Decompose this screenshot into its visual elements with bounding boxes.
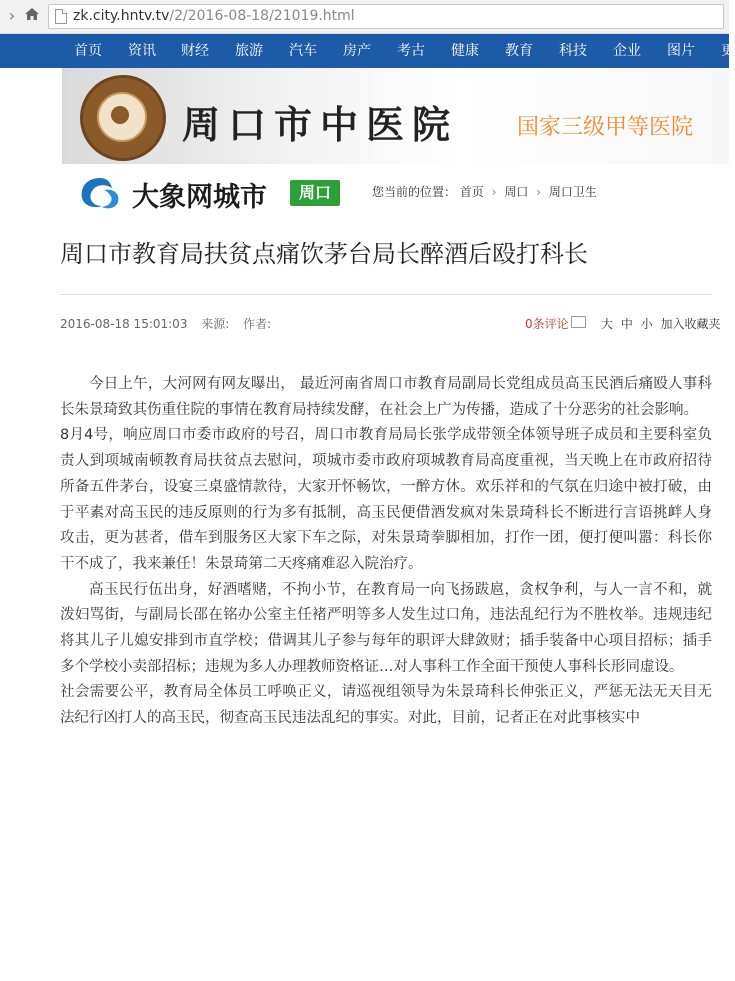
nav-item-archaeology[interactable]: 考古 <box>397 43 425 59</box>
article-title: 周口市教育局扶贫点痛饮茅台局长醉酒后殴打科长 <box>60 240 588 268</box>
breadcrumb-item-home[interactable]: 首页 <box>459 185 484 199</box>
breadcrumb <box>372 183 597 200</box>
hospital-logo-icon <box>80 75 166 161</box>
home-icon[interactable] <box>22 6 42 26</box>
font-large-button[interactable]: 大 <box>601 317 614 331</box>
nav-item-property[interactable]: 房产 <box>343 43 371 59</box>
nav-item-photos[interactable]: 图片 <box>667 43 695 59</box>
breadcrumb-item-zhoukou[interactable]: 周口 <box>504 185 529 199</box>
font-medium-button[interactable]: 中 <box>620 317 633 331</box>
hospital-slogan: 国家三级甲等医院 <box>517 115 694 140</box>
bookmark-button[interactable]: 加入收藏夹 <box>660 317 721 331</box>
url-host: zk.city.hntv.tv <box>73 8 170 24</box>
nav-item-tech[interactable]: 科技 <box>559 43 587 59</box>
nav-item-home[interactable]: 首页 <box>74 43 102 59</box>
article-meta <box>60 315 281 332</box>
title-divider <box>60 294 712 295</box>
article-date: 2016-08-18 15:01:03 <box>60 317 188 331</box>
site-name[interactable]: 大象网城市 <box>132 182 267 213</box>
source-label: 来源: <box>201 317 230 331</box>
article-paragraph: 社会需要公平，教育局全体员工呼唤正义，请巡视组领导为朱景琦科长伸张正义，严惩无法无天目无法纪行凶打人的高玉民，彻查高玉民违法乱纪的事实。对此，目前，记者正在对此事核实中 <box>60 684 712 727</box>
page-icon <box>55 9 67 24</box>
nav-item-auto[interactable]: 汽车 <box>289 43 317 59</box>
font-size-controls <box>601 315 725 332</box>
hospital-name: 周口市中医院 <box>182 102 459 147</box>
nav-item-enterprise[interactable]: 企业 <box>613 43 641 59</box>
nav-item-finance[interactable]: 财经 <box>181 43 209 59</box>
chevron-right-icon: › <box>536 185 541 199</box>
article-paragraph: 高玉民行伍出身，好酒嗜赌，不拘小节，在教育局一向飞扬跋扈，贪权争利，与人一言不和，就泼妇骂街，与副局长邵在铭办公室主任褚严明等多人发生过口角，违法乱纪行为不胜枚举。违规违纪将其儿子儿媳安排到市直学校；借调其儿子参与每年的职评大肆敛财；插手装备中心项目招标；插手多个学校小卖部招标；违规为多人办理教师资格证…对人事科工作全面干预使人事科长形同虚设。 <box>60 581 712 675</box>
city-badge[interactable]: 周口 <box>290 180 340 206</box>
nav-item-health[interactable]: 健康 <box>451 43 479 59</box>
author-label: 作者: <box>243 317 272 331</box>
hospital-banner-ad[interactable] <box>62 68 729 164</box>
comments-link[interactable] <box>525 315 569 332</box>
nav-item-travel[interactable]: 旅游 <box>235 43 263 59</box>
chevron-right-icon: › <box>491 185 497 199</box>
comment-count: 0 <box>525 317 533 331</box>
top-nav <box>0 34 735 68</box>
url-input[interactable] <box>48 4 724 29</box>
comment-label: 条评论 <box>532 317 569 331</box>
nav-item-news[interactable]: 资讯 <box>128 43 156 59</box>
article-body <box>60 372 712 732</box>
nav-item-education[interactable]: 教育 <box>505 43 533 59</box>
article-paragraph: 今日上午，大河网有网友曝出， 最近河南省周口市教育局副局长党组成员高玉民酒后痛殴人事科长朱景琦致其伤重住院的事情在教育局持续发酵，在社会上广为传播，造成了十分恶劣的社会影响。 <box>60 376 712 418</box>
nav-item-more[interactable]: 更 <box>721 43 735 59</box>
breadcrumb-label: 您当前的位置： <box>372 185 457 199</box>
article-paragraph: 8月4号，响应周口市委市政府的号召，周口市教育局局长张学成带领全体领导班子成员和主要科室负责人到项城南顿教育局扶贫点去慰问，项城市委市政府项城教育局高度重视，当天晚上在市政府招待所备五件茅台，设宴三桌盛情款待，大家开怀畅饮，一醉方休。欢乐祥和的气氛在归途中被打破，由于平素对高玉民的违反原则的行为多有抵制，高玉民便借酒发疯对朱景琦科长不断进行言语挑衅人身攻击，更为甚者，借车到服务区大家下车之际，对朱景琦拳脚相加，打作一团，便打便叫嚣：科长你干不成了，我来兼任！朱景琦第二天疼痛难忍入院治疗。 <box>60 427 712 572</box>
comment-icon[interactable] <box>571 316 586 328</box>
url-path: /2/2016-08-18/21019.html <box>169 8 355 24</box>
browser-address-bar <box>0 0 729 34</box>
forward-icon[interactable]: › <box>8 6 16 25</box>
breadcrumb-item-health[interactable]: 周口卫生 <box>548 185 597 199</box>
dxw-logo-icon[interactable] <box>78 176 122 210</box>
font-small-button[interactable]: 小 <box>640 317 653 331</box>
